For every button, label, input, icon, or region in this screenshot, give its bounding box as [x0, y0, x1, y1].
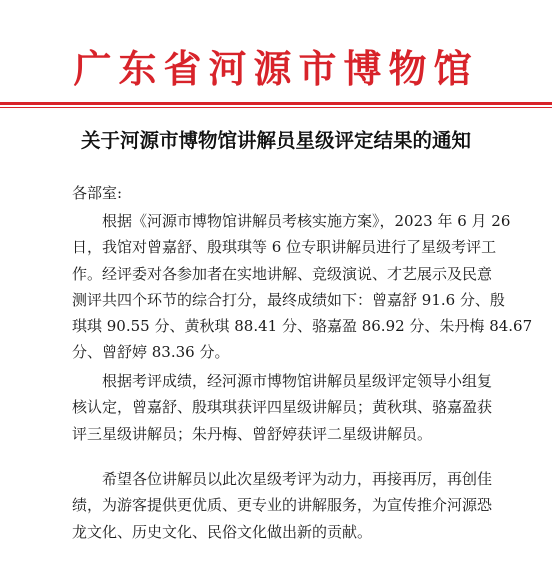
red-rule-thin	[0, 107, 552, 108]
document-title: 关于河源市博物馆讲解员星级评定结果的通知	[80, 129, 471, 152]
paragraph-line: 根据《河源市博物馆讲解员考核实施方案》，2023 年 6 月 26	[102, 212, 511, 230]
paragraph-closing	[72, 466, 492, 545]
paragraph-line: 作。经评委对各参加者在实地讲解、竞级演说、才艺展示及民意	[72, 264, 493, 283]
paragraph-line: 希望各位讲解员以此次星级考评为动力，再接再厉，再创佳	[102, 470, 493, 488]
salutation: 各部室:	[72, 184, 123, 202]
paragraph-ratings	[72, 368, 492, 447]
paragraph-line: 评三星级讲解员；朱丹梅、曾舒婷获评二星级讲解员。	[72, 424, 433, 443]
letterhead-title: 广东省河源市博物馆	[73, 46, 479, 91]
paragraph-line: 核认定，曾嘉舒、殷琪琪获评四星级讲解员；黄秋琪、骆嘉盈获	[72, 398, 493, 417]
paragraph-line: 绩，为游客提供更优质、更专业的讲解服务，为宣传推介河源恐	[72, 496, 493, 515]
paragraph-line: 日，我馆对曾嘉舒、殷琪琪等 6 位专职讲解员进行了星级考评工	[72, 238, 497, 257]
paragraph-line: 琪琪 90.55 分、黄秋琪 88.41 分、骆嘉盈 86.92 分、朱丹梅 84.67	[72, 317, 533, 336]
red-rule-thick	[0, 102, 552, 105]
paragraph-results	[72, 208, 533, 366]
paragraph-line: 根据考评成绩，经河源市博物馆讲解员星级评定领导小组复	[102, 372, 493, 390]
paragraph-line: 龙文化、历史文化、民俗文化做出新的贡献。	[72, 522, 373, 541]
paragraph-line: 分、曾舒婷 83.36 分。	[72, 343, 230, 362]
paragraph-line: 测评共四个环节的综合打分，最终成绩如下：曾嘉舒 91.6 分、殷	[72, 290, 505, 309]
